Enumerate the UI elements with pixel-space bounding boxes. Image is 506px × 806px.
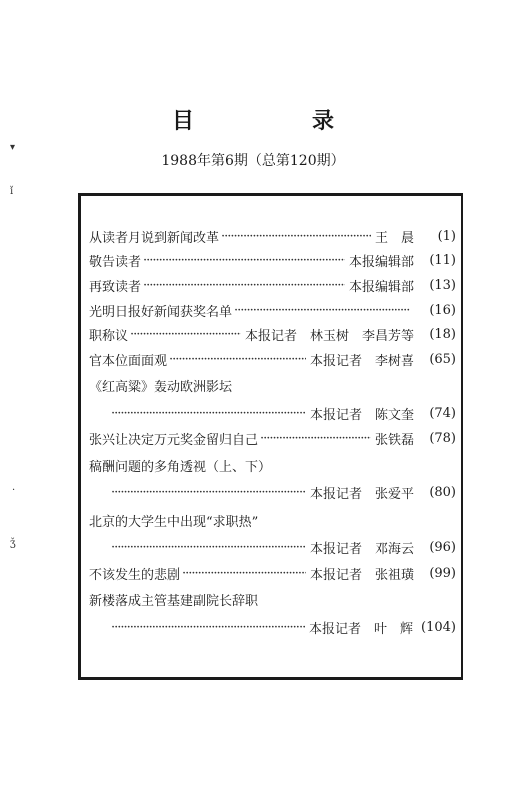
toc-entry-title-line	[89, 506, 456, 534]
entry-author: 本报记者 张爱平	[309, 487, 414, 503]
toc-entry	[89, 427, 456, 452]
leader-dots	[169, 352, 306, 367]
entry-title: 官本位面面观	[89, 353, 168, 369]
entry-page: (104)	[421, 619, 456, 635]
leader-dots	[111, 620, 305, 635]
toc-entry	[89, 347, 456, 372]
leader-dots	[143, 278, 345, 293]
toc-entry-tail	[89, 479, 456, 506]
toc-entry-title-line	[89, 586, 456, 614]
entry-page: (65)	[429, 351, 456, 367]
entry-page: (74)	[429, 405, 456, 421]
toc-entry-tail	[89, 534, 456, 561]
table-of-contents	[78, 193, 463, 680]
margin-mark: ǯ	[10, 538, 16, 549]
entry-author: 本报记者 李树喜	[309, 353, 414, 369]
margin-mark: ǐ	[10, 186, 14, 197]
entry-author: 本报编辑部	[348, 255, 414, 271]
entry-title: 不该发生的悲剧	[89, 567, 181, 583]
entry-author: 本报编辑部	[348, 279, 414, 295]
leader-dots	[221, 229, 371, 244]
leader-dots	[111, 540, 306, 555]
entry-title: 再致读者	[89, 279, 142, 295]
entry-page: (99)	[429, 565, 456, 581]
toc-entry-title-line	[89, 451, 456, 479]
leader-dots	[111, 406, 306, 421]
entry-author: 张铁磊	[374, 433, 414, 449]
toc-entry	[89, 322, 456, 347]
toc-entry	[89, 298, 456, 323]
entry-author: 王 晨	[374, 230, 414, 246]
entry-title: 张兴让决定万元奖金留归自己	[89, 433, 259, 449]
leader-dots	[260, 431, 371, 446]
margin-mark: ▾	[10, 142, 16, 153]
leader-dots	[111, 485, 306, 500]
leader-dots	[130, 327, 241, 342]
toc-entry-title-line	[89, 372, 456, 400]
toc-list	[89, 224, 456, 641]
toc-entry	[89, 273, 456, 298]
toc-entry	[89, 249, 456, 274]
leader-dots	[182, 566, 306, 581]
entry-author: 本报记者 邓海云	[309, 542, 414, 558]
toc-entry	[89, 561, 456, 586]
entry-page: (1)	[437, 228, 456, 244]
margin-mark: ·	[12, 485, 16, 496]
entry-title: 新楼落成主管基建副院长辞职	[89, 594, 259, 610]
leader-dots	[143, 253, 345, 268]
entry-page: (16)	[429, 302, 456, 318]
issue-line: 1988年第6期（总第120期）	[161, 153, 345, 169]
toc-entry-tail	[89, 614, 456, 641]
entry-title: 光明日报好新闻获奖名单	[89, 304, 233, 320]
page-title: 目 录	[171, 109, 382, 134]
entry-title: 敬告读者	[89, 255, 142, 271]
entry-title: 职称议	[89, 329, 129, 345]
entry-page: (78)	[429, 431, 456, 447]
entry-title: 稿酬问题的多角透视（上、下）	[89, 459, 272, 475]
entry-title: 从读者月说到新闻改革	[89, 230, 220, 246]
entry-author: 本报记者 张祖璜	[309, 567, 414, 583]
entry-author: 本报记者 林玉树 李昌芳等	[244, 329, 414, 345]
leader-dots	[234, 303, 410, 318]
entry-author: 本报记者 陈文奎	[309, 407, 414, 423]
toc-entry	[89, 224, 456, 249]
entry-title: 《红高粱》轰动欧洲影坛	[89, 380, 233, 396]
entry-page: (96)	[429, 540, 456, 556]
entry-author: 本报记者 叶 辉	[309, 621, 414, 637]
entry-title: 北京的大学生中出现“求职热”	[89, 514, 259, 530]
entry-page: (18)	[429, 327, 456, 343]
entry-page: (11)	[429, 253, 456, 269]
toc-entry-tail	[89, 400, 456, 427]
entry-page: (13)	[429, 277, 456, 293]
entry-page: (80)	[429, 485, 456, 501]
